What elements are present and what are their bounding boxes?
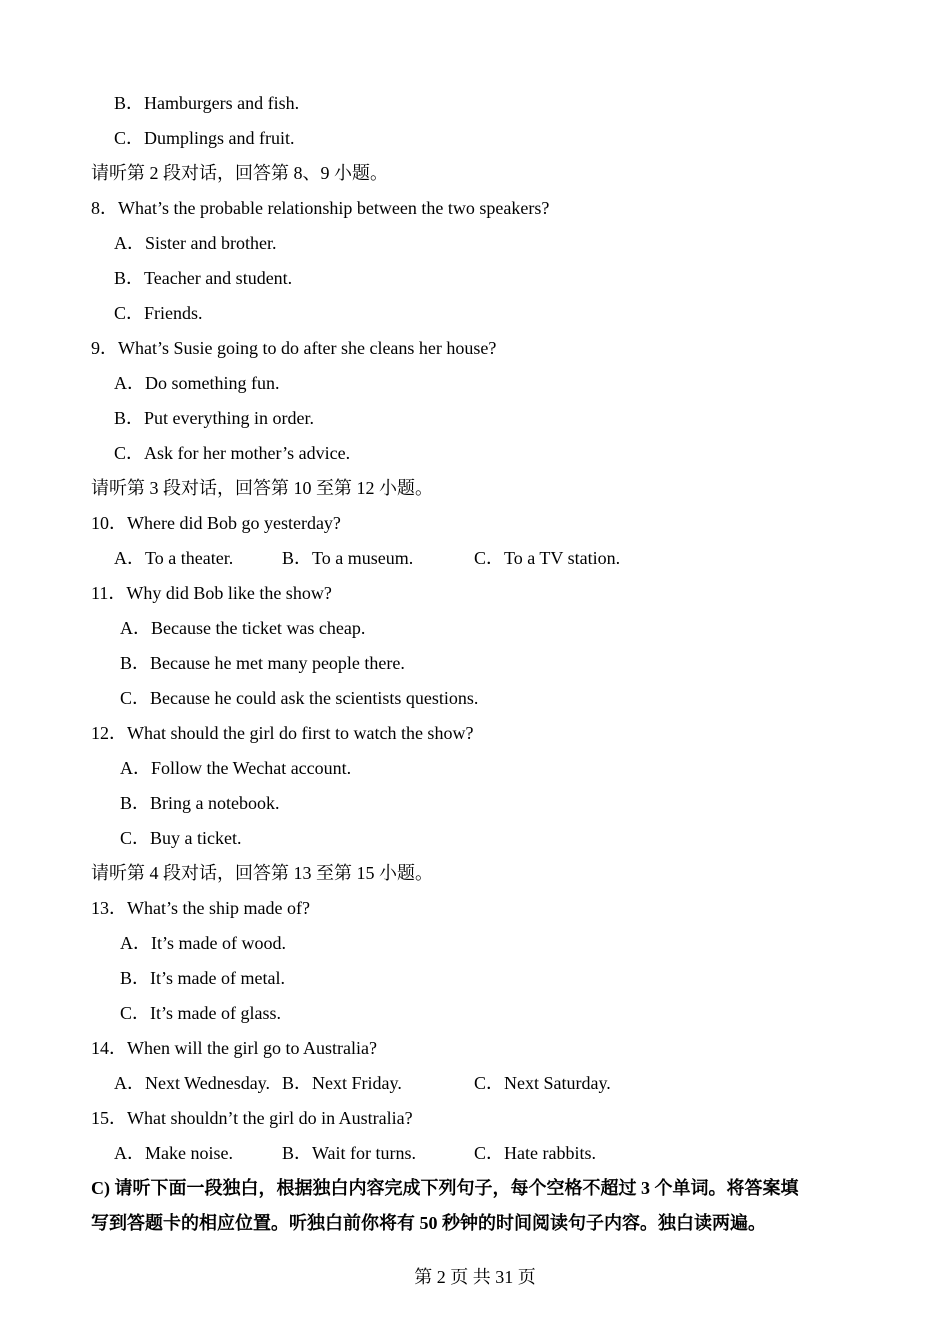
option-11c: C．Because he could ask the scientists questions. bbox=[120, 688, 479, 708]
page-footer: 第 2 页 共 31 页 bbox=[414, 1267, 536, 1287]
option-13c: C．It’s made of glass. bbox=[120, 1003, 281, 1023]
option-8c: C．Friends. bbox=[114, 303, 203, 323]
option-7c: C．Dumplings and fruit. bbox=[114, 128, 295, 148]
question-14: 14．When will the girl go to Australia? bbox=[91, 1038, 377, 1058]
question-15: 15．What shouldn’t the girl do in Australia? bbox=[91, 1108, 413, 1128]
option-10a: A．To a theater. bbox=[114, 548, 234, 568]
option-9a: A．Do something fun. bbox=[114, 373, 280, 393]
option-12b: B．Bring a notebook. bbox=[120, 793, 280, 813]
question-12: 12．What should the girl do first to watch the show? bbox=[91, 723, 474, 743]
section-instruction-2: 请听第 2 段对话，回答第 8、9 小题。 bbox=[91, 163, 388, 183]
option-14a: A．Next Wednesday. bbox=[114, 1073, 271, 1093]
question-13: 13．What’s the ship made of? bbox=[91, 898, 310, 918]
section-c-instruction-line-2: 写到答题卡的相应位置。听独白前你将有 50 秒钟的时间阅读句子内容。独白读两遍。 bbox=[91, 1213, 766, 1233]
question-10: 10．Where did Bob go yesterday? bbox=[91, 513, 341, 533]
question-9: 9．What’s Susie going to do after she cleans her house? bbox=[91, 338, 497, 358]
option-8b: B．Teacher and student. bbox=[114, 268, 293, 288]
option-11a: A．Because the ticket was cheap. bbox=[120, 618, 366, 638]
option-9c: C．Ask for her mother’s advice. bbox=[114, 443, 351, 463]
option-8a: A．Sister and brother. bbox=[114, 233, 277, 253]
option-12c: C．Buy a ticket. bbox=[120, 828, 242, 848]
option-10b: B．To a museum. bbox=[282, 548, 414, 568]
option-15b: B．Wait for turns. bbox=[282, 1143, 417, 1163]
section-instruction-4: 请听第 4 段对话，回答第 13 至第 15 小题。 bbox=[91, 863, 433, 883]
section-instruction-3: 请听第 3 段对话，回答第 10 至第 12 小题。 bbox=[91, 478, 433, 498]
option-11b: B．Because he met many people there. bbox=[120, 653, 405, 673]
option-13b: B．It’s made of metal. bbox=[120, 968, 285, 988]
option-15c: C．Hate rabbits. bbox=[474, 1143, 596, 1163]
option-13a: A．It’s made of wood. bbox=[120, 933, 286, 953]
option-14c: C．Next Saturday. bbox=[474, 1073, 611, 1093]
option-14b: B．Next Friday. bbox=[282, 1073, 402, 1093]
option-12a: A．Follow the Wechat account. bbox=[120, 758, 352, 778]
question-11: 11．Why did Bob like the show? bbox=[91, 583, 332, 603]
option-7b: B．Hamburgers and fish. bbox=[114, 93, 300, 113]
section-c-instruction-line-1: C) 请听下面一段独白，根据独白内容完成下列句子，每个空格不超过 3 个单词。将答案填 bbox=[91, 1178, 799, 1198]
option-10c: C．To a TV station. bbox=[474, 548, 621, 568]
question-8: 8．What’s the probable relationship between the two speakers? bbox=[91, 198, 550, 218]
option-15a: A．Make noise. bbox=[114, 1143, 233, 1163]
option-9b: B．Put everything in order. bbox=[114, 408, 314, 428]
